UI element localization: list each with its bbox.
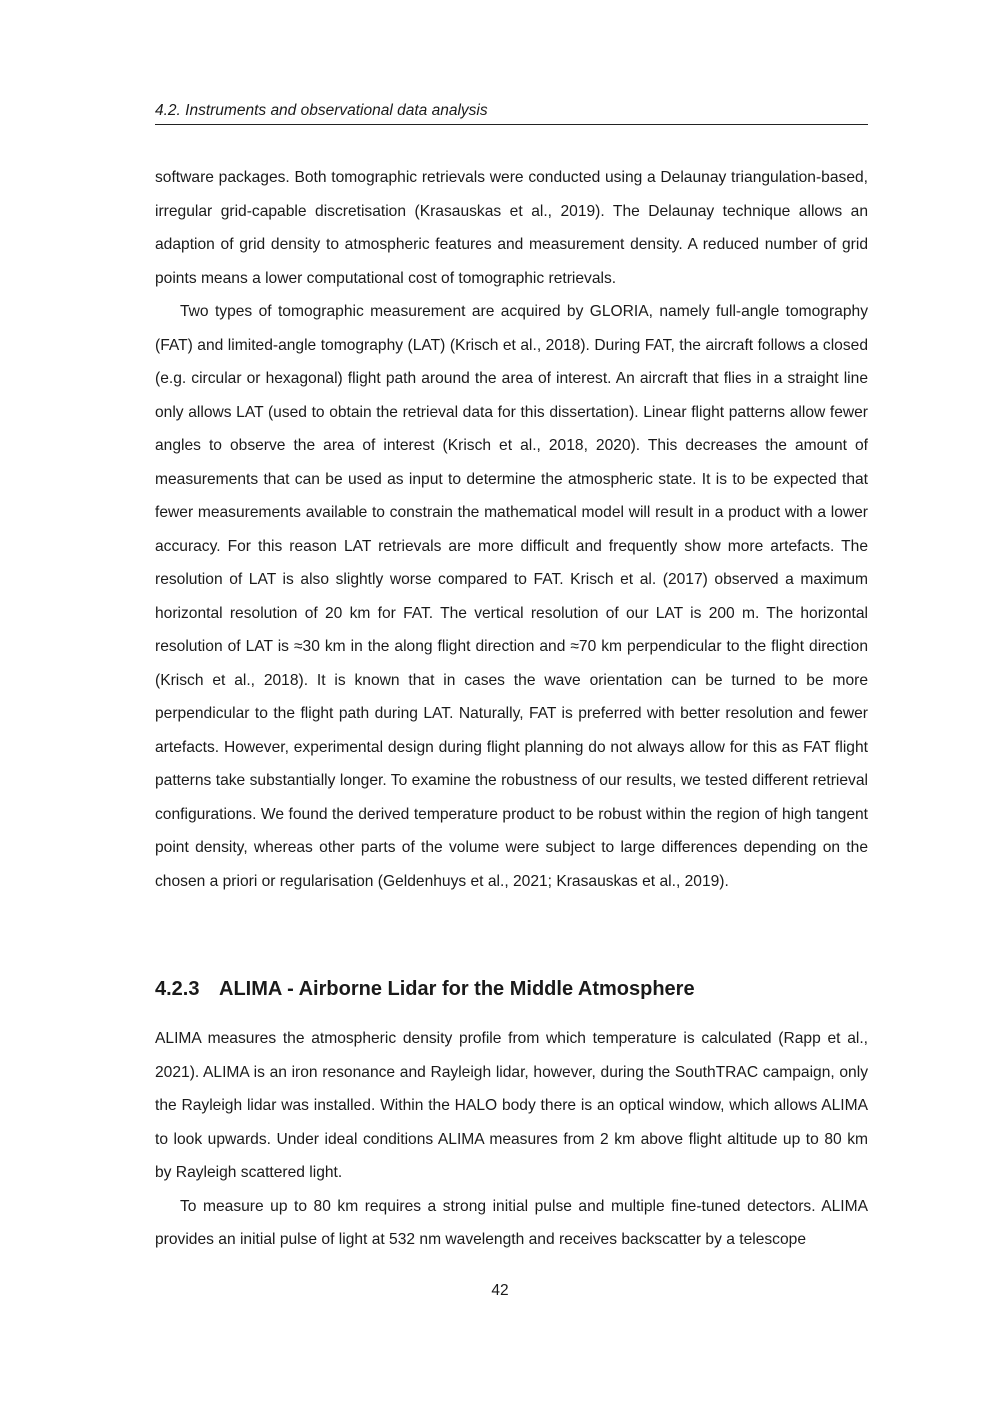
paragraph: ALIMA measures the atmospheric density profile from which temperature is calculated (Rapp et al., 2021). ALIMA is an iron resonance and Rayleigh lidar, however, during the SouthTRAC campaign, only the Rayleigh lidar was installed. Within the HALO body there is an optical window, which allows ALIMA to look upwards. Under ideal conditions ALIMA measures from 2 km above flight altitude up to 80 km by Rayleigh scattered light.: [155, 1030, 868, 1181]
paragraph: Two types of tomographic measurement are acquired by GLORIA, namely full-angle tomography (FAT) and limited-angle tomography (LAT) (Krisch et al., 2018). During FAT, the aircraft follows a closed (e.g. circular or hexagonal) flight path around the area of interest. An aircraft that flies in a straight line only allows LAT (used to obtain the retrieval data for this dissertation). Linear flight patterns allow fewer angles to observe the area of interest (Krisch et al., 2018, 2020). This decreases the amount of measurements that can be used as input to determine the atmospheric state. It is to be expected that fewer measurements available to constrain the mathematical model will result in a product with a lower accuracy. For this reason LAT retrievals are more difficult and frequently show more artefacts. The resolution of LAT is also slightly worse compared to FAT. Krisch et al. (2017) observed a maximum horizontal resolution of 20 km for FAT. The vertical resolution of our LAT is 200 m. The horizontal resolution of LAT is ≈30 km in the along flight direction and ≈70 km perpendicular to the flight direction (Krisch et al., 2018). It is known that in cases the wave orientation can be turned to be more perpendicular to the flight path during LAT. Naturally, FAT is preferred with better resolution and fewer artefacts. However, experimental design during flight planning do not always allow for this as FAT flight patterns take substantially longer. To examine the robustness of our results, we tested different retrieval configurations. We found the derived temperature product to be robust within the region of high tangent point density, whereas other parts of the volume were subject to large differences depending on the chosen a priori or regularisation (Geldenhuys et al., 2021; Krasauskas et al., 2019).: [155, 303, 868, 890]
body-text-top: [155, 161, 868, 898]
paragraph: software packages. Both tomographic retrievals were conducted using a Delaunay triangulation-based, irregular grid-capable discretisation (Krasauskas et al., 2019). The Delaunay technique allows an adaption of grid density to atmospheric features and measurement density. A reduced number of grid points means a lower computational cost of tomographic retrievals.: [155, 169, 868, 287]
section-heading: [155, 976, 868, 1002]
body-text-bottom: [155, 1022, 868, 1257]
running-header: 4.2. Instruments and observational data analysis: [155, 101, 868, 125]
section-title: ALIMA - Airborne Lidar for the Middle Atmosphere: [219, 978, 695, 1000]
page-number: 42: [491, 1282, 509, 1299]
paragraph: To measure up to 80 km requires a strong initial pulse and multiple fine-tuned detectors. ALIMA provides an initial pulse of light at 532 nm wavelength and receives backscatter by a telescope: [155, 1197, 868, 1248]
section-number: 4.2.3: [155, 978, 200, 1000]
